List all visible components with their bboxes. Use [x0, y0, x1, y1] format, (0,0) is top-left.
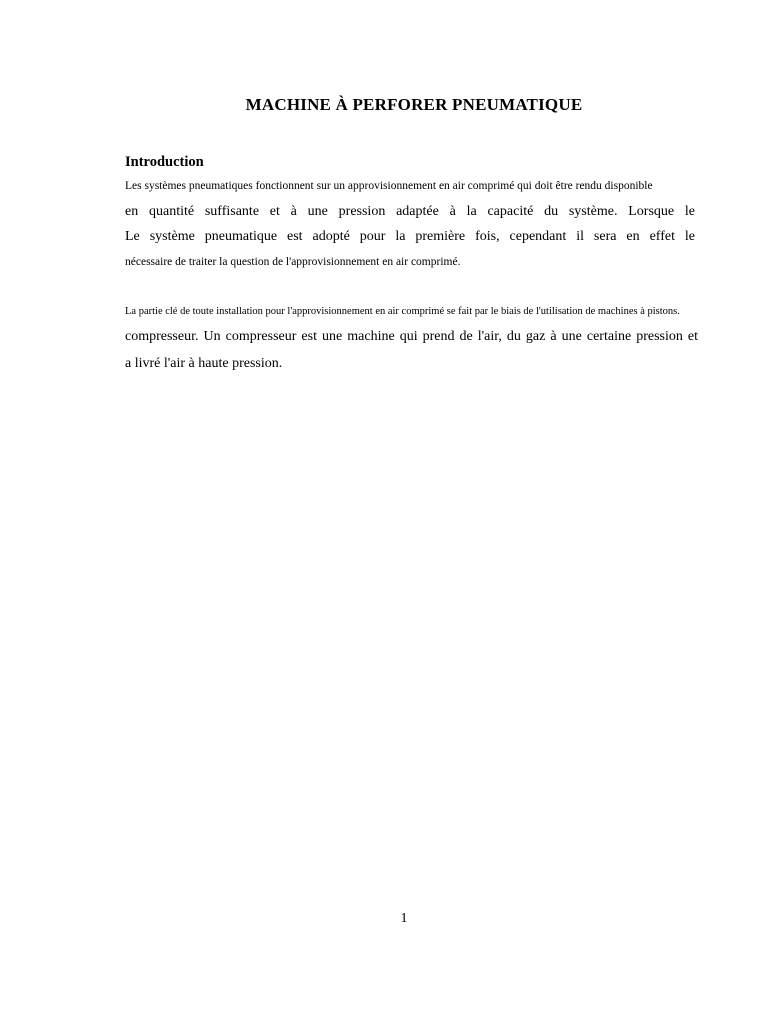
- section-heading: Introduction: [125, 154, 204, 170]
- paragraph2-line3: a livré l'air à haute pression.: [125, 356, 283, 371]
- page-number: 1: [400, 911, 408, 926]
- paragraph1-line4: nécessaire de traiter la question de l'approvisionnement en air comprimé.: [125, 256, 461, 268]
- document-title: MACHINE À PERFORER PNEUMATIQUE: [245, 95, 583, 114]
- paragraph2-line2: compresseur. Un compresseur est une machine qui prend de l'air, du gaz à une certaine pression et: [125, 329, 698, 344]
- paragraph2-line1: La partie clé de toute installation pour l'approvisionnement en air comprimé se fait par le biais de l'utilisation de machines à pistons.: [125, 306, 680, 317]
- paragraph1-line2: en quantité suffisante et à une pression adaptée à la capacité du système. Lorsque le: [125, 204, 695, 219]
- paragraph1-line1: Les systèmes pneumatiques fonctionnent sur un approvisionnement en air comprimé qui doit être rendu disponible: [125, 180, 653, 192]
- paragraph1-line3: Le système pneumatique est adopté pour la première fois, cependant il sera en effet le: [125, 229, 695, 244]
